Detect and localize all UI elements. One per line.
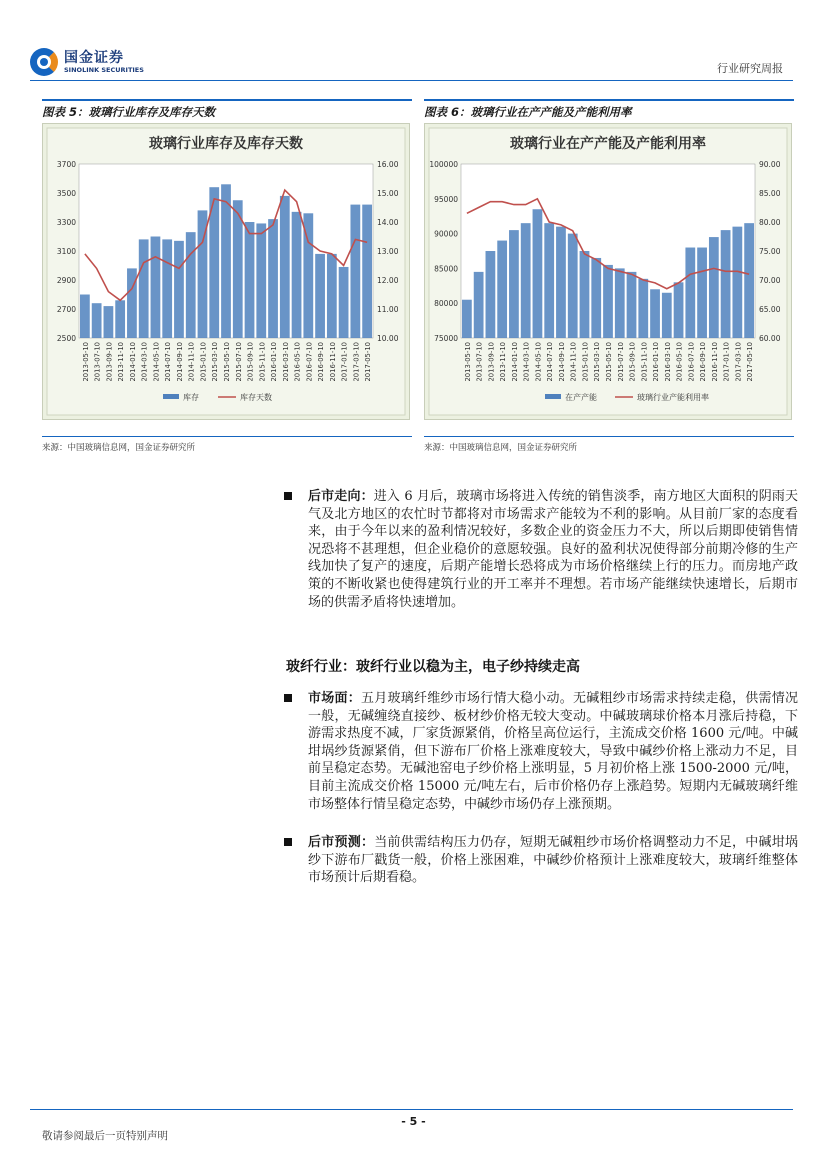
bar [732,227,742,338]
y2-tick-label: 13.00 [377,247,399,256]
bar [92,303,102,338]
bar [744,223,754,338]
y2-tick-label: 10.00 [377,334,399,343]
x-tick-label: 2016-05-10 [293,342,302,382]
x-tick-label: 2015-01-10 [581,342,590,382]
y2-tick-label: 85.00 [759,189,781,198]
bar [509,230,519,338]
bar [544,223,554,338]
bar [474,272,484,338]
bar [709,237,719,338]
bar [233,200,243,338]
x-tick-label: 2015-09-10 [628,342,637,382]
x-tick-label: 2014-07-10 [164,342,173,382]
x-tick-label: 2015-07-10 [616,342,625,382]
bar [315,254,325,338]
legend-label: 玻璃行业产能利用率 [637,393,709,402]
x-tick-label: 2015-03-10 [211,342,220,382]
figure-6-source: 来源：中国玻璃信息网，国金证券研究所 [424,436,794,452]
x-tick-label: 2013-09-10 [105,342,114,382]
y-tick-label: 100000 [429,160,458,169]
y2-tick-label: 16.00 [377,160,399,169]
x-tick-label: 2016-01-10 [652,342,661,382]
x-tick-label: 2015-05-10 [223,342,231,382]
bar [497,241,507,338]
bar [462,300,472,338]
bullet-square-icon [284,694,292,702]
y-tick-label: 3500 [56,189,76,198]
x-tick-label: 2016-03-10 [281,342,290,382]
x-tick-label: 2014-11-10 [569,342,578,382]
x-tick-label: 2016-01-10 [270,342,279,382]
bar [327,254,337,338]
bar [580,251,590,338]
logo-english-name: SINOLINK SECURITIES [64,66,144,74]
bar [521,223,531,338]
bar [697,248,707,338]
y2-tick-label: 14.00 [377,218,399,227]
x-tick-label: 2013-05-10 [463,342,472,382]
legend-label: 库存天数 [240,393,272,402]
x-tick-label: 2016-11-10 [328,342,337,382]
bar [127,268,137,338]
x-tick-label: 2013-09-10 [487,342,496,382]
paragraph-label: 后市走向： [308,489,374,504]
x-tick-label: 2015-05-10 [605,342,613,382]
chart-title: 玻璃行业在产产能及产能利用率 [510,136,706,152]
bar [139,239,149,338]
bar [662,293,672,338]
y2-tick-label: 70.00 [759,276,781,285]
bar [151,237,161,339]
capacity-chart-panel [424,123,792,420]
y2-tick-label: 11.00 [377,305,399,314]
bar [104,306,114,338]
chart-title: 玻璃行业库存及库存天数 [149,136,303,152]
figure-5-source: 来源：中国玻璃信息网，国金证券研究所 [42,436,412,452]
x-tick-label: 2014-01-10 [510,342,519,382]
x-tick-label: 2014-01-10 [128,342,137,382]
y2-tick-label: 75.00 [759,247,781,256]
x-tick-label: 2016-05-10 [675,342,684,382]
x-tick-label: 2016-09-10 [317,342,326,382]
market-outlook-paragraph [286,488,798,611]
x-tick-label: 2017-01-10 [722,342,731,382]
inventory-chart-panel [42,123,410,420]
x-tick-label: 2017-03-10 [734,342,743,382]
x-tick-label: 2016-07-10 [305,342,314,382]
paragraph-text: 五月玻璃纤维纱市场行情大稳小动。无碱粗纱市场需求持续走稳，供需情况一般，无碱缠绕直接纱、板材纱价格无较大变动。中碱玻璃球价格本月涨后持稳，下游需求热度不减，厂家货源紧俏，价格呈高位运行，主流成交价格 1600 元/吨。中碱坩埚纱货源紧俏，但下游布厂价格上涨难度较大，导致中碱纱价格上涨动力不足，目前呈稳定态势。无碱池窑电子纱价格上涨明显，5 月初价格上涨 1500-2000 元/吨，目前主流成交价格 15000 元/吨左右，后市价格仍存上涨趋势。短期内无碱玻璃纤维市场整体行情呈稳定态势，中碱纱市场仍存上涨预期。 [308,691,799,812]
legend-bar-swatch [545,394,561,399]
bar [174,241,184,338]
inventory-chart [43,124,409,419]
bar [256,223,266,338]
bullet-square-icon [284,838,292,846]
x-tick-label: 2015-01-10 [199,342,208,382]
y-tick-label: 3700 [56,160,76,169]
y-tick-label: 3100 [56,247,76,256]
y-tick-label: 90000 [434,229,458,239]
bullet-square-icon [284,492,292,500]
header-divider [30,80,793,81]
x-tick-label: 2015-11-10 [640,342,649,382]
x-tick-label: 2014-07-10 [546,342,555,382]
y2-tick-label: 90.00 [759,160,781,169]
footer-divider [30,1109,793,1110]
x-tick-label: 2013-05-10 [81,342,90,382]
logo-chinese-name: 国金证券 [64,50,124,66]
x-tick-label: 2013-11-10 [499,342,508,382]
bar [280,196,290,338]
figure-5-caption: 图表 5：玻璃行业库存及库存天数 [42,99,412,123]
bar [568,234,578,338]
page-number: - 5 - [401,1115,426,1128]
y-tick-label: 2900 [56,276,76,285]
legend-label: 在产产能 [565,393,597,402]
y-tick-label: 75000 [434,334,458,343]
bar [638,279,648,338]
bar [362,205,372,338]
bar [685,248,695,338]
y2-tick-label: 15.00 [377,189,399,198]
bar [674,282,684,338]
report-type-label: 行业研究周报 [717,62,783,75]
x-tick-label: 2015-07-10 [234,342,243,382]
paragraph-label: 市场面： [308,691,361,706]
paragraph-text: 进入 6 月后，玻璃市场将进入传统的销售淡季，南方地区大面积的阴雨天气及北方地区的农忙时节都将对市场需求产能较为不利的影响。从目前厂家的态度看来，由于今年以来的盈利情况较好，多数企业的资金压力不大，所以后期即使销售情况恐将不甚理想，但企业稳价的意愿较强。良好的盈利状况使得部分前期冷修的生产线加快了复产的速度，后期产能增长恐将成为市场价格继续上行的压力。而房地产政策的不断收紧也使得建筑行业的开工率并不理想。若市场产能继续快速增长，后期市场的供需矛盾将快速增加。 [308,489,798,610]
section-title: 玻纤行业：玻纤行业以稳为主，电子纱持续走高 [286,659,580,675]
bar [721,230,731,338]
x-tick-label: 2015-09-10 [246,342,255,382]
bar [650,289,660,338]
paragraph-text: 当前供需结构压力仍存，短期无碱粗纱市场价格调整动力不足，中碱坩埚纱下游布厂戳货一般，价格上涨困难，中碱纱价格预计上涨难度较大，玻璃纤维整体市场预计后期看稳。 [308,835,798,886]
legend-label: 库存 [183,393,199,402]
bar [533,209,543,338]
bar [486,251,496,338]
bar [615,268,625,338]
disclaimer-note: 敬请参阅最后一页特别声明 [42,1130,168,1142]
x-tick-label: 2016-03-10 [663,342,672,382]
x-tick-label: 2015-03-10 [593,342,602,382]
y2-tick-label: 12.00 [377,276,399,285]
bar [603,265,613,338]
y2-tick-label: 65.00 [759,305,781,314]
y-tick-label: 2500 [56,334,76,343]
bar [80,295,90,339]
x-tick-label: 2014-09-10 [175,342,184,382]
bar [186,232,196,338]
bar [115,300,125,338]
bar [556,227,566,338]
x-tick-label: 2014-03-10 [140,342,149,382]
bar [221,184,231,338]
bar [162,239,172,338]
y-tick-label: 85000 [434,264,458,274]
y-tick-label: 80000 [434,299,458,309]
capacity-chart [425,124,791,419]
x-tick-label: 2017-05-10 [364,342,373,382]
bar [350,205,360,338]
x-tick-label: 2014-03-10 [522,342,531,382]
company-logo [30,46,152,78]
y2-tick-label: 60.00 [759,334,781,343]
bar [245,222,255,338]
x-tick-label: 2013-11-10 [117,342,126,382]
x-tick-label: 2016-09-10 [699,342,708,382]
x-tick-label: 2016-11-10 [710,342,719,382]
x-tick-label: 2015-11-10 [258,342,267,382]
paragraph-label: 后市预测： [308,835,375,850]
y2-tick-label: 80.00 [759,218,781,227]
x-tick-label: 2014-05-10 [152,342,161,382]
logo-mark-icon [30,48,58,76]
x-tick-label: 2017-01-10 [340,342,349,382]
bar [591,258,601,338]
market-forecast-paragraph [286,834,798,887]
x-tick-label: 2016-07-10 [687,342,696,382]
legend-bar-swatch [163,394,179,399]
x-tick-label: 2014-11-10 [187,342,196,382]
bar [627,272,637,338]
figure-6-caption: 图表 6：玻璃行业在产产能及产能利用率 [424,99,794,123]
bar [292,212,302,338]
x-tick-label: 2017-05-10 [746,342,755,382]
x-tick-label: 2017-03-10 [352,342,361,382]
x-tick-label: 2014-05-10 [534,342,543,382]
y-tick-label: 3300 [56,218,76,227]
bar [268,219,278,338]
bar [339,267,349,338]
y-tick-label: 2700 [56,305,76,314]
market-situation-paragraph [286,690,798,813]
x-tick-label: 2013-07-10 [475,342,484,382]
x-tick-label: 2013-07-10 [93,342,102,382]
y-tick-label: 95000 [434,194,458,204]
x-tick-label: 2014-09-10 [557,342,566,382]
